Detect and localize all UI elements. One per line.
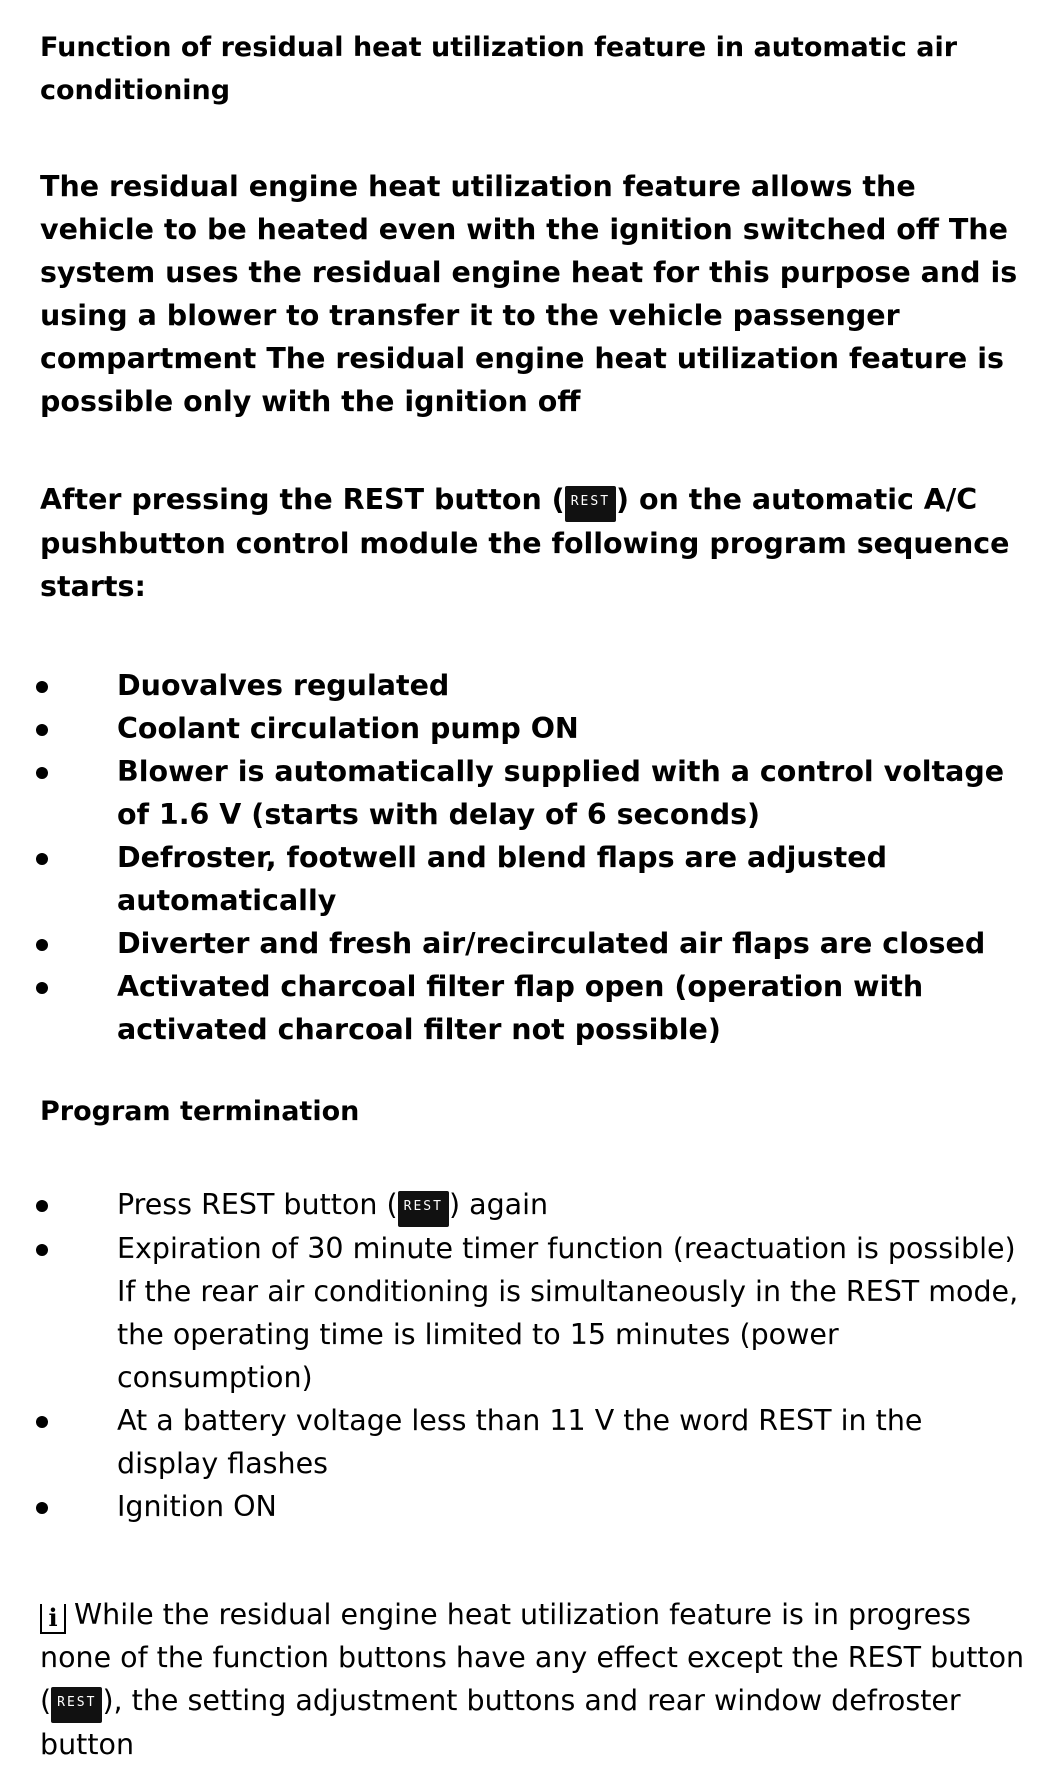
bullet-icon bbox=[36, 1416, 48, 1428]
bullet-icon bbox=[36, 767, 48, 779]
bullet-icon bbox=[36, 1244, 48, 1256]
list-item-text: Activated charcoal filter flap open (operation with activated charcoal filter not possible) bbox=[117, 970, 924, 1046]
bullet-icon bbox=[36, 853, 48, 865]
rest-key-icon: REST bbox=[51, 1687, 102, 1723]
sequence-list bbox=[0, 664, 1030, 1051]
bullet-icon bbox=[36, 1200, 48, 1212]
list-item bbox=[0, 922, 1030, 965]
list-item-text: Ignition ON bbox=[117, 1490, 277, 1523]
sequence-intro-text-before: After pressing the REST button ( bbox=[40, 483, 565, 516]
info-note-text-after: ), the setting adjustment buttons and rear window defroster button bbox=[40, 1684, 961, 1761]
list-item-text: Defroster, footwell and blend flaps are adjusted automatically bbox=[117, 841, 888, 917]
list-item bbox=[0, 750, 1030, 836]
page-title: Function of residual heat utilization feature in automatic air conditioning bbox=[40, 32, 958, 106]
sequence-intro-paragraph bbox=[40, 478, 1030, 608]
rest-key-icon: REST bbox=[398, 1191, 449, 1227]
list-item bbox=[0, 1399, 1030, 1485]
termination-list bbox=[0, 1183, 1030, 1528]
list-item-text: Coolant circulation pump ON bbox=[117, 712, 579, 745]
bullet-icon bbox=[36, 982, 48, 994]
list-item-text: Expiration of 30 minute timer function (reactuation is possible) If the rear air conditioning is simultaneously in the REST mode, the operating time is limited to 15 minutes (power consumption) bbox=[117, 1232, 1019, 1394]
list-item-text: Diverter and fresh air/recirculated air flaps are closed bbox=[117, 927, 986, 960]
list-item bbox=[0, 1227, 1030, 1399]
list-item bbox=[0, 1183, 1030, 1227]
termination-heading: Program termination bbox=[40, 1096, 360, 1127]
bullet-icon bbox=[36, 939, 48, 951]
list-item bbox=[0, 836, 1030, 922]
sequence-intro-text-after: ) on the automatic A/C pushbutton control module the following program sequence starts: bbox=[40, 483, 1010, 603]
list-item bbox=[0, 664, 1030, 707]
bullet-icon bbox=[36, 681, 48, 693]
intro-paragraph: The residual engine heat utilization feature allows the vehicle to be heated even with the ignition switched off The system uses the residual engine heat for this purpose and is using a blower to transfer it to the vehicle passenger compartment The residual engine heat utilization feature is possible only with the ignition off bbox=[40, 170, 1018, 418]
bullet-icon bbox=[36, 724, 48, 736]
list-item-text: Duovalves regulated bbox=[117, 669, 450, 702]
list-item bbox=[0, 707, 1030, 750]
list-item-text: At a battery voltage less than 11 V the word REST in the display flashes bbox=[117, 1404, 923, 1480]
list-item-text: Blower is automatically supplied with a control voltage of 1.6 V (starts with delay of 6 seconds) bbox=[117, 755, 1005, 831]
list-item bbox=[0, 965, 1030, 1051]
bullet-icon bbox=[36, 1502, 48, 1514]
list-item bbox=[0, 1485, 1030, 1528]
list-item-text-after: ) again bbox=[448, 1188, 549, 1221]
info-note bbox=[40, 1593, 1030, 1766]
rest-key-icon: REST bbox=[565, 486, 616, 522]
list-item-text-before: Press REST button ( bbox=[117, 1188, 398, 1221]
info-icon: i bbox=[40, 1604, 66, 1634]
info-note-text-before: While the residual engine heat utilization feature is in progress none of the function buttons have any effect except the REST button ( bbox=[40, 1598, 1025, 1717]
